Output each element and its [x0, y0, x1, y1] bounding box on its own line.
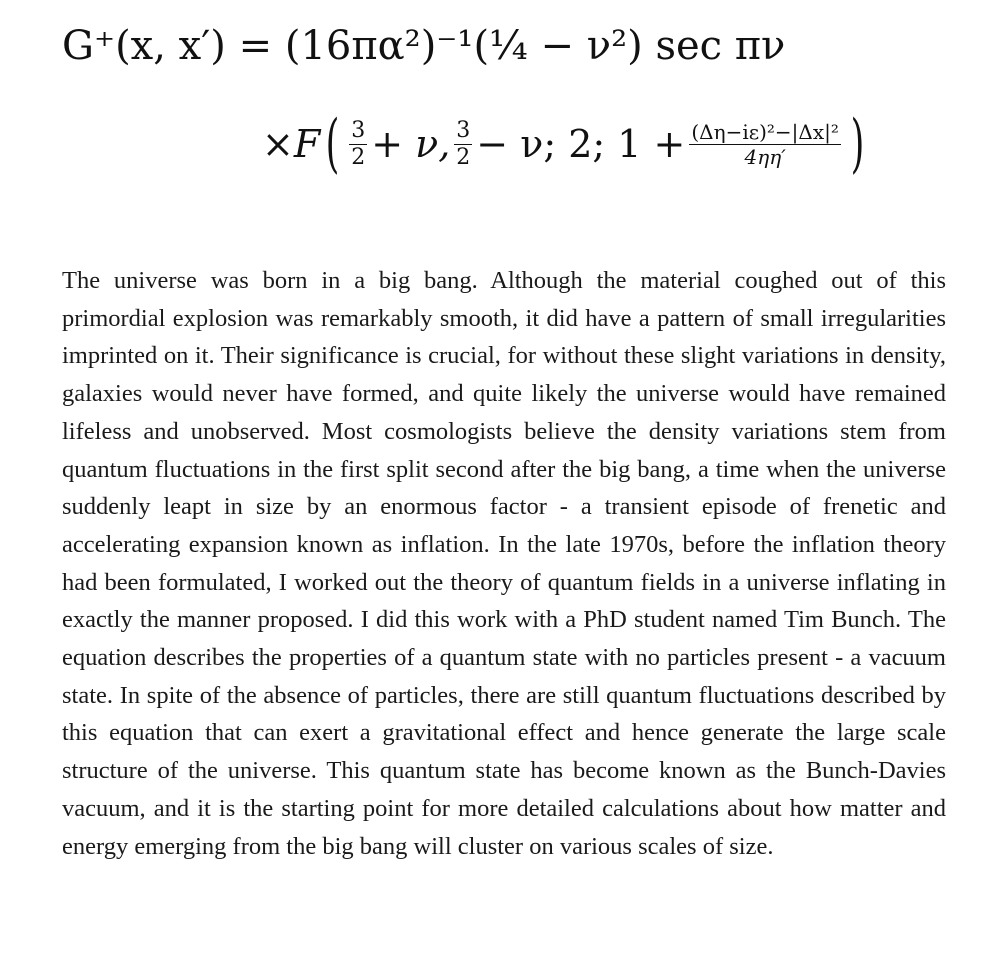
- fraction-numerator: 3: [456, 117, 471, 143]
- fraction-interval: [689, 119, 841, 169]
- body-paragraph: The universe was born in a big bang. Although the material coughed out of this primordial explosion was remarkably smooth, it did have a pattern of small irregularities imprinted on it. Their significance is crucial, for without these slight variations in density, galaxies would never have formed, and quite likely the universe would have remained lifeless and unobserved. Most cosmologists believe the density variations stem from quantum fluctuations in the first split second after the big bang, a time when the universe suddenly leapt in size by an enormous factor - a transient episode of frenetic and accelerating expansion known as inflation. In the late 1970s, before the inflation theory had been formulated, I worked out the theory of quantum fields in a universe inflating in exactly the manner proposed. I did this work with a PhD student named Tim Bunch. The equation describes the properties of a quantum state with no particles present - a vacuum state. In spite of the absence of particles, there are still quantum fluctuations described by this equation that can exert a gravitational effect and hence generate the large scale structure of the universe. This quantum state has become known as the Bunch-Davies vacuum, and it is the starting point for more detailed calculations about how matter and energy emerging from the big bang will cluster on various scales of size.: [62, 267, 946, 860]
- fraction-numerator: (Δη−iε)²−|Δx|²: [691, 119, 839, 144]
- equation-line-2: [262, 104, 870, 184]
- left-paren: (: [325, 107, 340, 181]
- fraction-denominator: 4ηη′: [744, 144, 786, 169]
- equation-line-1: G⁺(x, x′) = (16πα²)⁻¹(¼ − ν²) sec πν: [62, 23, 786, 69]
- equation-term-b: − ν; 2; 1 +: [476, 122, 686, 166]
- fraction-denominator: 2: [456, 144, 471, 170]
- fraction-three-halves-b: [454, 117, 472, 170]
- equation-term-a: + ν,: [371, 122, 451, 166]
- fraction-denominator: 2: [351, 144, 366, 170]
- equation-prefix: ×F: [262, 122, 321, 166]
- right-paren: ): [850, 107, 865, 181]
- fraction-numerator: 3: [351, 117, 366, 143]
- fraction-three-halves-a: [349, 117, 367, 170]
